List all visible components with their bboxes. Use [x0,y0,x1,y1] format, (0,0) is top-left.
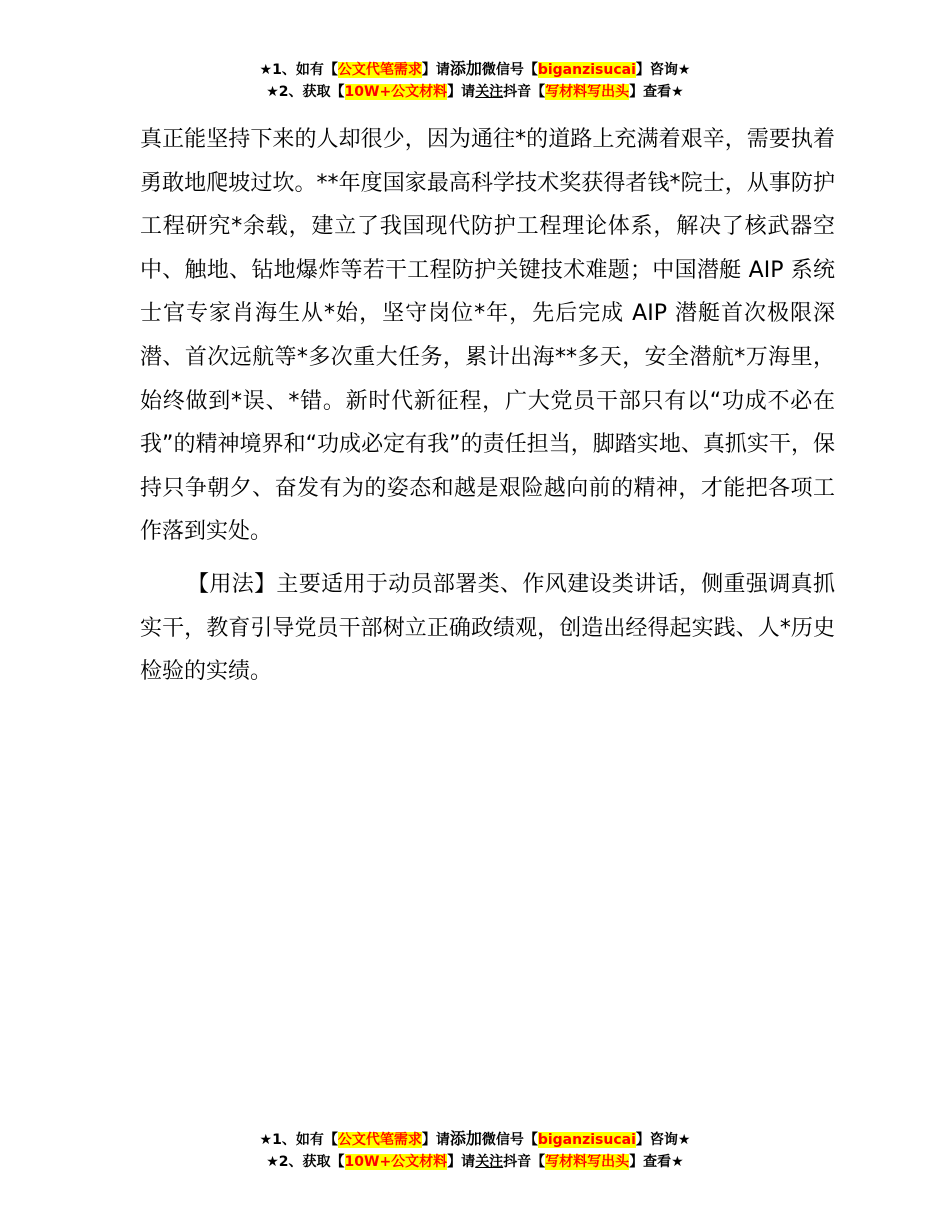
footer-line2-mid1: 】请 [447,1154,476,1170]
footer-line2-suffix: 】查看★ [629,1154,684,1170]
header-line2-prefix: ★2、获取【 [266,84,345,100]
footer-follow-text: 关注 [475,1154,504,1170]
document-body [140,118,835,694]
footer-add-text: 添加 [449,1129,482,1148]
footer-line-1 [0,1128,950,1151]
header-line-2 [0,81,950,103]
header-materials-highlight: 10W+公文材料 [344,84,448,100]
header-banner [0,58,950,103]
footer-line1-mid1: 】请 [421,1132,450,1148]
header-service-highlight: 公文代笔需求 [337,62,422,78]
header-line2-suffix: 】查看★ [629,84,684,100]
header-line2-mid2: 抖音【 [503,84,546,100]
footer-line2-prefix: ★2、获取【 [266,1154,345,1170]
footer-wechat-id: biganzisucai [537,1132,636,1148]
footer-materials-highlight: 10W+公文材料 [344,1154,448,1170]
header-line2-mid1: 】请 [447,84,476,100]
footer-line1-suffix: 】咨询★ [635,1132,691,1148]
footer-banner [0,1128,950,1173]
footer-line1-prefix: ★1、如有【 [259,1132,338,1148]
footer-douyin-account: 写材料写出头 [545,1154,630,1170]
header-add-text: 添加 [449,59,482,78]
footer-line-2 [0,1151,950,1173]
footer-line2-mid2: 抖音【 [503,1154,546,1170]
header-wechat-id: biganzisucai [537,62,636,78]
header-follow-text: 关注 [475,84,504,100]
header-line1-prefix: ★1、如有【 [259,62,338,78]
footer-line1-mid2: 微信号【 [481,1132,538,1148]
body-paragraph-usage: 【用法】主要适用于动员部署类、作风建设类讲话，侧重强调真抓实干，教育引导党员干部树立正确政绩观，创造出经得起实践、人*历史检验的实绩。 [140,571,835,685]
header-line-1 [0,58,950,81]
footer-service-highlight: 公文代笔需求 [337,1132,422,1148]
header-douyin-account: 写材料写出头 [545,84,630,100]
body-paragraph-1: 真正能坚持下来的人却很少，因为通往*的道路上充满着艰辛，需要执着勇敢地爬坡过坎。**年度国家最高科学技术奖获得者钱*院士，从事防护工程研究*余载，建立了我国现代防护工程理论体系，解决了核武器空中、触地、钻地爆炸等若干工程防护关键技术难题；中国潜艇 AIP 系统士官专家肖海生从*始，坚守岗位*年，先后完成 AIP 潜艇首次极限深潜、首次远航等*多次重大任务，累计出海**多天，安全潜航*万海里，始终做到*误、*错。新时代新征程，广大党员干部只有以“功成不必在我”的精神境界和“功成必定有我”的责任担当，脚踏实地、真抓实干，保持只争朝夕、奋发有为的姿态和越是艰险越向前的精神，才能把各项工作落到实处。 [140,127,835,545]
header-line1-suffix: 】咨询★ [635,62,691,78]
header-line1-mid1: 】请 [421,62,450,78]
header-line1-mid2: 微信号【 [481,62,538,78]
